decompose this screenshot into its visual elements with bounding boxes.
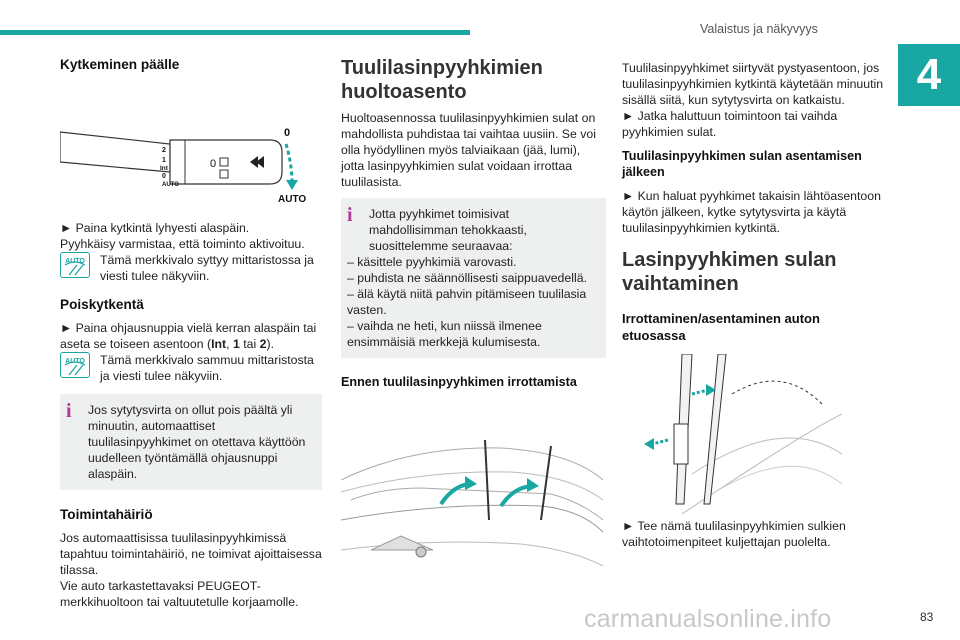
heading-front-removal: Irrottaminen/asentaminen auton etuosassa [622,311,820,343]
info-reactivate-text: Jos sytytysvirta on ollut pois päältä yli minuutin, automaattiset tuulilasinpyyhkimet on otettava käyttöön uudelleen työntämällä ohjausnuppi alaspäin. [88,403,306,481]
info-box-recommendations [341,198,606,358]
section-title: Valaistus ja näkyvyys [700,22,818,36]
info-item: – puhdista ne säännöllisesti saippuavedellä. [347,271,587,285]
heading-switch-off: Poiskytkentä [60,297,144,312]
stalk-auto-label: AUTO [278,194,307,205]
wiper-blade-removal-illustration [622,354,884,514]
chapter-tab: 4 [898,44,960,106]
step-press-down: ► Paina kytkintä lyhyesti alaspäin. [60,221,250,235]
lamp-on-text: Tämä merkkivalo syttyy mittaristossa ja viesti tulee näkyviin. [100,253,314,283]
info-box-reactivate [60,394,322,490]
confirm-text: Pyyhkäisy varmistaa, että toiminto aktivoituu. [60,237,305,251]
info-item: – käsittele pyyhkimiä varovasti. [347,255,517,269]
auto-wiper-warning-icon: AUTO [60,252,90,278]
svg-text:0: 0 [210,158,217,170]
stalk-label-auto: AUTO [162,182,179,188]
stalk-label-2: 2 [162,147,166,154]
heading-after-install: Tuulilasinpyyhkimen sulan asentamisen jälkeen [622,149,862,179]
after-install-text: ► Kun haluat pyyhkimet takaisin lähtöasentoon käytön jälkeen, kytke sytytysvirta ja käytä tuulilasinpyyhkimien kytkintä. [622,189,881,235]
column-1 [60,56,322,610]
header-rule [0,30,470,35]
heading-service-position: Tuulilasinpyyhkimien huoltoasento [341,57,543,103]
front-step: ► Tee nämä tuulilasinpyyhkimien sulkien vaihtotoimenpiteet kuljettajan puolelta. [622,519,846,549]
heading-malfunction: Toimintahäiriö [60,507,153,522]
info-icon: i [347,204,353,226]
vertical-position-text: Tuulilasinpyyhkimet siirtyvät pystyasentoon, jos tuulilasinpyyhkimien kytkintä käytetään minuutin sisällä siitä, kun sytytysvirta on katkaistu. [622,61,884,107]
warning-lamp-on-row [60,252,322,284]
stalk-label-int: Int [160,165,168,172]
lamp-off-text: Tämä merkkivalo sammuu mittaristosta ja viesti tulee näkyviin. [100,353,314,383]
continue-step: ► Jatka haluttuun toimintoon tai vaihda pyyhkimien sulat. [622,109,838,139]
info-item: – vaihda ne heti, kun niissä ilmenee ensimmäisiä merkkejä kulumisesta. [347,319,542,349]
watermark: carmanualsonline.info [584,605,832,633]
service-text: Huoltoasennossa tuulilasinpyyhkimien sulat on mahdollista puhdistaa tai vaihtaa uusiin. Se voi olla hyödyllinen myös talviaikaan (jää, lumi), jotta lasinpyyhkimien sulat voidaan irrottaa tuulilasista. [341,111,596,189]
malfunction-text-2: Vie auto tarkastettavaksi PEUGEOT-merkkihuoltoon tai valtuutetulle korjaamolle. [60,579,299,609]
off-step: ► Paina ohjausnuppia vielä kerran alaspäin tai aseta se toiseen asentoon (Int, 1 tai 2). [60,321,317,351]
malfunction-text: Jos automaattisissa tuulilasinpyyhkimissä tapahtuu toimintahäiriö, ne toimivat ajoittaisessa tilassa. [60,531,322,577]
wiper-stalk-illustration [60,92,322,212]
warning-lamp-off-row [60,352,322,384]
heading-switch-on: Kytkeminen päälle [60,57,180,72]
heading-before-removal: Ennen tuulilasinpyyhkimen irrottamista [341,375,577,389]
column-2 [341,56,606,576]
info-icon: i [66,400,72,422]
stalk-label-1: 1 [162,157,166,164]
heading-replace-blade: Lasinpyyhkimen sulan vaihtaminen [622,249,837,295]
info-item: – älä käytä niitä pahvin pitämiseen tuulilasia vasten. [347,287,587,317]
column-3 [622,60,884,550]
stalk-label-0: 0 [162,173,166,180]
windscreen-wipers-illustration [341,440,606,576]
info-recommend-title: Jotta pyyhkimet toimisivat mahdollisimman tehokkaasti, suosittelemme seuraavaa: [369,207,527,253]
page-number: 83 [920,610,934,624]
auto-wiper-warning-icon: AUTO [60,352,90,378]
stalk-zero-label: 0 [284,127,291,139]
